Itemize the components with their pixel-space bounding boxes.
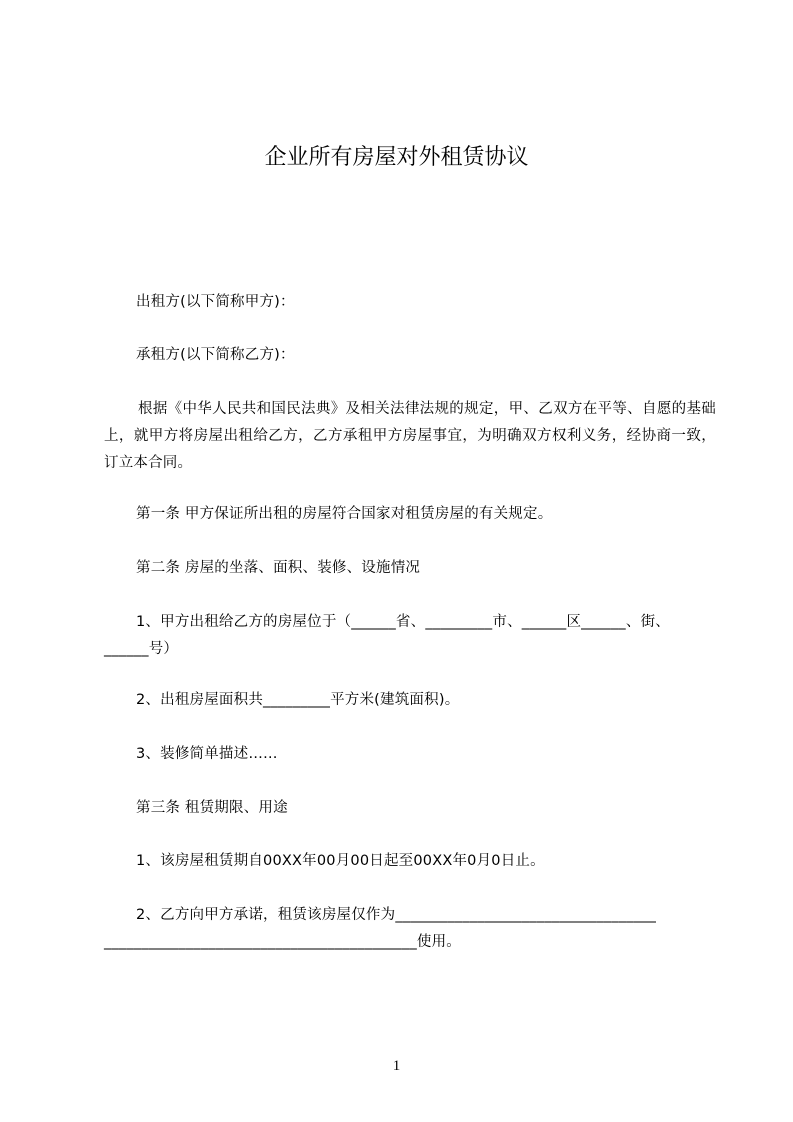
preamble-paragraph: 根据《中华人民共和国民法典》及相关法律法规的规定，甲、乙双方在平等、自愿的基础上，就甲方将房屋出租给乙方，乙方承租甲方房屋事宜，为明确双方权利义务，经协商一致，订立本合同。	[104, 401, 716, 471]
article-2-item-1-line-2: ______号）	[104, 641, 179, 657]
article-2-item-3: 3、装修简单描述……	[136, 746, 278, 762]
page-number: 1	[392, 1058, 401, 1074]
article-2-item-2: 2、出租房屋面积共_________平方米(建筑面积)。	[136, 692, 460, 708]
page-title: 企业所有房屋对外租赁协议	[264, 145, 529, 170]
article-3-item-2-line-2: __________________________________________使用。	[104, 934, 461, 950]
article-2-heading: 第二条 房屋的坐落、面积、装修、设施情况	[136, 560, 421, 576]
article-2-item-1-line-1: 1、甲方出租给乙方的房屋位于（______省、_________市、______区______、街、	[136, 614, 670, 630]
article-3-item-1: 1、该房屋租赁期自00XX年00月00日起至00XX年0月0日止。	[136, 853, 545, 869]
article-3-heading: 第三条 租赁期限、用途	[136, 800, 288, 816]
lessor-line: 出租方(以下简称甲方)：	[136, 294, 295, 310]
article-3-item-2-line-1: 2、乙方向甲方承诺，租赁该房屋仅作为___________________________________	[136, 907, 657, 923]
article-1: 第一条 甲方保证所出租的房屋符合国家对租赁房屋的有关规定。	[136, 506, 553, 522]
lessee-line: 承租方(以下简称乙方)：	[136, 347, 295, 363]
